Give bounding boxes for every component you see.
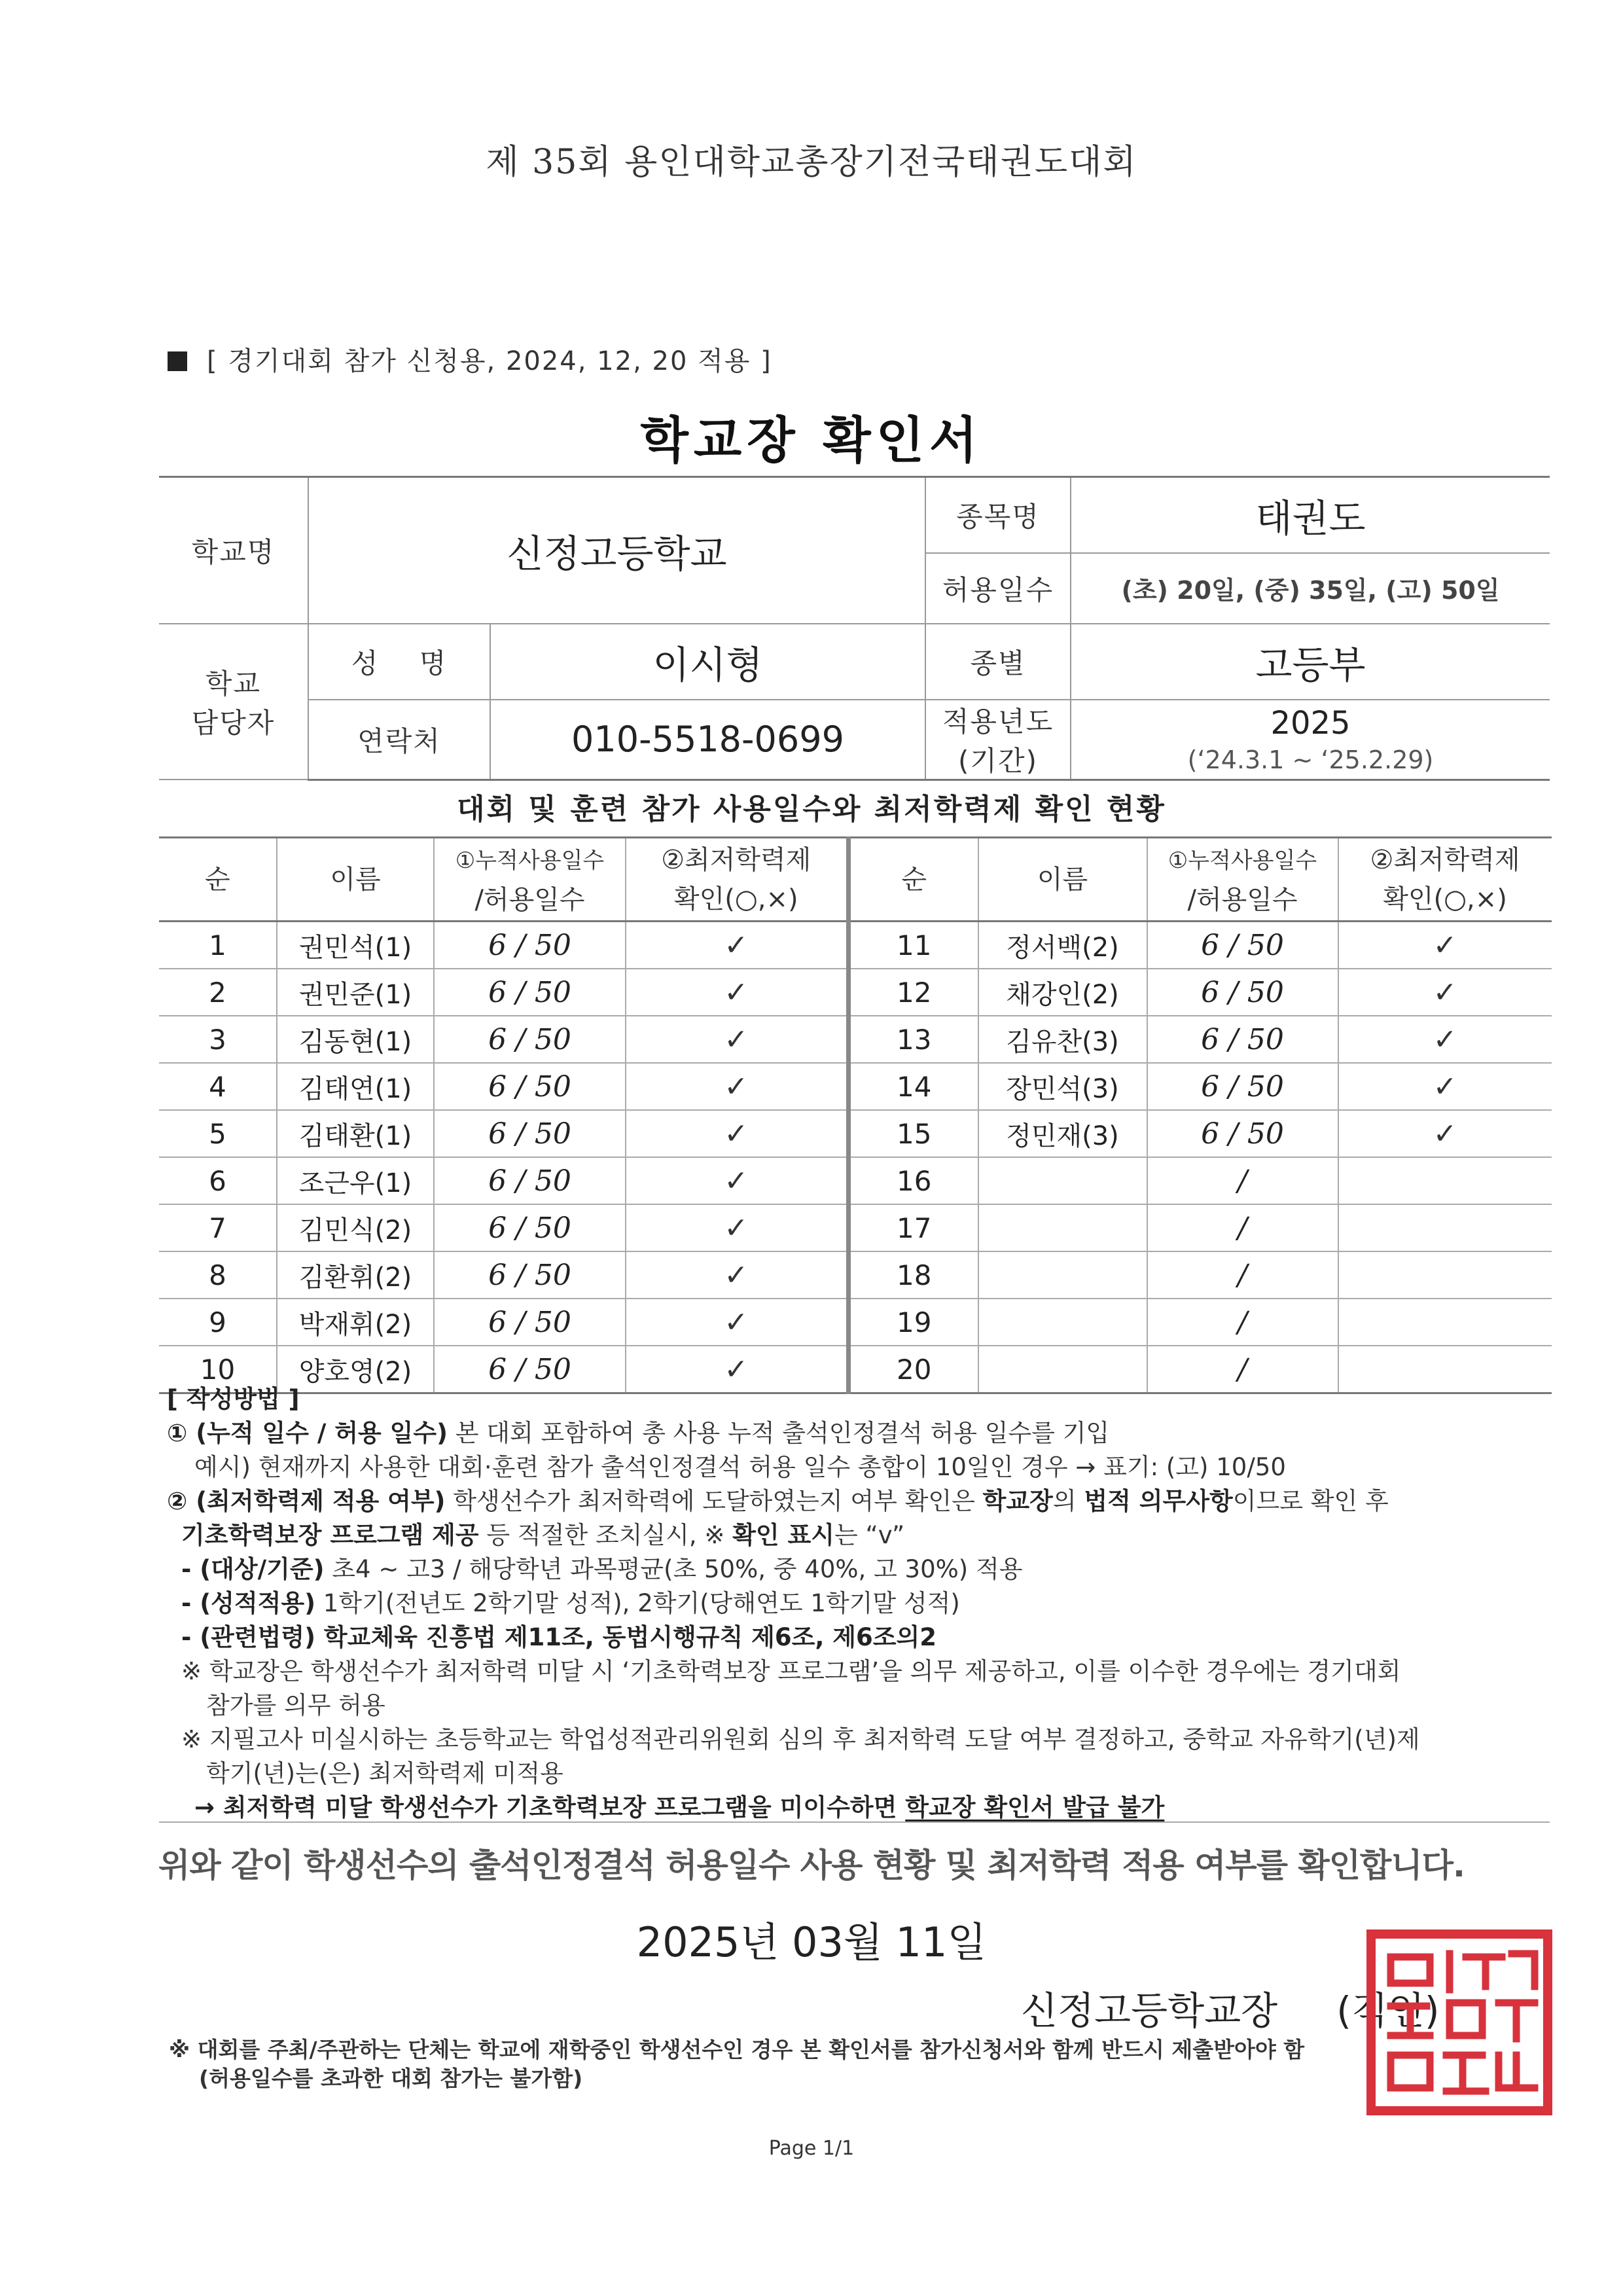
academic-check: ✓ — [1338, 969, 1552, 1016]
usage-days: 6 / 50 — [1147, 1016, 1338, 1063]
academic-check: ✓ — [626, 1063, 847, 1110]
method-item1 — [167, 1416, 1554, 1450]
usage-days: 6 / 50 — [434, 1204, 626, 1251]
student-table-left — [159, 836, 849, 1394]
method-item2-line2-text2: 는 “v” — [834, 1521, 905, 1549]
method-item1-bold: ① (누적 일수 / 허용 일수) — [167, 1419, 448, 1447]
row-number: 18 — [849, 1251, 978, 1299]
academic-check — [1338, 1299, 1552, 1346]
page-number: Page 1/1 — [768, 2137, 855, 2160]
academic-check: ✓ — [1338, 1110, 1552, 1157]
usage-days: 6 / 50 — [434, 1063, 626, 1110]
year-value: 2025 — [1270, 704, 1351, 742]
confirmation-statement: 위와 같이 학생선수의 출석인정결석 허용일수 사용 현황 및 최저학력 적용 여부를 확인합니다. — [158, 1846, 1465, 1884]
method-law-bold: - (관련법령) — [181, 1623, 316, 1651]
method-arrow — [167, 1791, 1554, 1825]
academic-check — [1338, 1157, 1552, 1204]
contact-label: 연락처 — [308, 700, 490, 780]
application-note-text: [ 경기대회 참가 신청용, 2024, 12, 20 적용 ] — [207, 346, 772, 376]
usage-days: / — [1147, 1251, 1338, 1299]
student-row — [159, 1251, 847, 1299]
usage-days: / — [1147, 1204, 1338, 1251]
student-row — [159, 1157, 847, 1204]
school-label: 학교명 — [159, 477, 308, 624]
row-number: 7 — [159, 1204, 277, 1251]
usage-days: 6 / 50 — [1147, 1110, 1338, 1157]
allowed-days-label: 허용일수 — [925, 553, 1071, 624]
manager-label — [159, 624, 308, 780]
method-grade-bold: - (성적적용) — [181, 1589, 316, 1617]
method-item1-example: 예시) 현재까지 사용한 대회·훈련 참가 출석인정결석 허용 일수 총합이 10일인 경우 → 표기: (고) 10/50 — [194, 1453, 1286, 1481]
school-name: 신정고등학교 — [308, 477, 925, 624]
academic-check — [1338, 1204, 1552, 1251]
method-target-bold: - (대상/기준) — [181, 1555, 325, 1583]
method-target-text: 초4 ~ 고3 / 해당학년 과목평균(초 50%, 중 40%, 고 30%) 적용 — [324, 1555, 1023, 1583]
student-row — [849, 922, 1552, 969]
header-check — [1338, 838, 1552, 922]
footnote — [169, 2036, 1543, 2093]
student-name: 조근우(1) — [277, 1157, 434, 1204]
method-item2-bold-d: 법적 의무사항 — [1084, 1487, 1233, 1515]
academic-check: ✓ — [626, 1110, 847, 1157]
header-check-line1: ②최저학력제 — [661, 844, 812, 875]
student-name: 김태환(1) — [277, 1110, 434, 1157]
method-item2-text-a: 학생선수가 최저학력에 도달하였는지 여부 확인은 — [445, 1487, 983, 1515]
official-seal — [1364, 1928, 1554, 2117]
student-name — [978, 1204, 1147, 1251]
method-item2-bold: ② (최저학력제 적용 여부) — [167, 1487, 446, 1515]
year-label-line1: 적용년도 — [942, 705, 1054, 738]
header-name: 이름 — [277, 838, 434, 922]
academic-check: ✓ — [1338, 1063, 1552, 1110]
usage-days: 6 / 50 — [1147, 922, 1338, 969]
method-grade-text: 1학기(전년도 2학기말 성적), 2학기(당해연도 1학기말 성적) — [315, 1589, 960, 1617]
manager-name: 이시형 — [490, 624, 925, 700]
header-usage-line1: ①누적사용일수 — [455, 847, 605, 874]
student-row — [849, 1110, 1552, 1157]
school-info-table — [159, 476, 1550, 781]
manager-label-line1: 학교 — [205, 667, 262, 700]
student-row — [159, 922, 847, 969]
row-number: 8 — [159, 1251, 277, 1299]
student-row — [159, 1299, 847, 1346]
header-check-line2: 확인(○,×) — [673, 884, 798, 914]
usage-days: 6 / 50 — [434, 969, 626, 1016]
row-number: 2 — [159, 969, 277, 1016]
student-name: 채강인(2) — [978, 969, 1147, 1016]
row-number: 19 — [849, 1299, 978, 1346]
row-number: 4 — [159, 1063, 277, 1110]
student-row — [849, 969, 1552, 1016]
year-label — [925, 700, 1071, 780]
usage-days: 6 / 50 — [434, 922, 626, 969]
row-number: 5 — [159, 1110, 277, 1157]
method-item2-text-e: 이므로 확인 후 — [1232, 1487, 1389, 1515]
divider — [159, 1821, 1550, 1823]
usage-days: 6 / 50 — [1147, 969, 1338, 1016]
row-number: 20 — [849, 1346, 978, 1393]
year-period: (‘24.3.1 ~ ‘25.2.29) — [1187, 745, 1434, 774]
academic-check: ✓ — [626, 1157, 847, 1204]
student-row — [159, 1204, 847, 1251]
student-name: 김민식(2) — [277, 1204, 434, 1251]
row-number: 1 — [159, 922, 277, 969]
student-row — [849, 1016, 1552, 1063]
student-row — [159, 969, 847, 1016]
student-row — [159, 1063, 847, 1110]
row-number: 14 — [849, 1063, 978, 1110]
student-name: 권민석(1) — [277, 922, 434, 969]
header-no: 순 — [159, 838, 277, 922]
student-name — [978, 1157, 1147, 1204]
row-number: 9 — [159, 1299, 277, 1346]
method-arrow-text: → 최저학력 미달 학생선수가 기초학력보장 프로그램을 미이수하면 — [194, 1793, 906, 1821]
row-number: 15 — [849, 1110, 978, 1157]
method-item2-text-c: 의 — [1052, 1487, 1084, 1515]
header-usage-line2: /허용일수 — [474, 884, 585, 915]
student-name: 정서백(2) — [978, 922, 1147, 969]
footnote-line2: (허용일수를 초과한 대회 참가는 불가함) — [199, 2066, 583, 2091]
rows-right — [849, 922, 1552, 1393]
student-row — [849, 1251, 1552, 1299]
method-item2-line2-bold: 기초학력보장 프로그램 제공 — [181, 1521, 479, 1549]
method-item2-line2-bold2: 확인 표시 — [732, 1521, 835, 1549]
student-row — [849, 1204, 1552, 1251]
method-item2 — [167, 1484, 1554, 1518]
academic-check: ✓ — [626, 1251, 847, 1299]
usage-days: / — [1147, 1157, 1338, 1204]
academic-check: ✓ — [626, 1204, 847, 1251]
header-usage-line1: ①누적사용일수 — [1168, 847, 1317, 874]
student-name: 김태연(1) — [277, 1063, 434, 1110]
method-law — [167, 1621, 1554, 1655]
method-item1-text: 본 대회 포함하여 총 사용 누적 출석인정결석 허용 일수를 기입 — [448, 1419, 1110, 1447]
method-law-text: 학교체육 진흥법 제11조, 동법시행규칙 제6조, 제6조의2 — [315, 1623, 936, 1651]
allowed-days-value: (초) 20일, (중) 35일, (고) 50일 — [1071, 553, 1550, 624]
usage-days: 6 / 50 — [1147, 1063, 1338, 1110]
usage-days: / — [1147, 1299, 1338, 1346]
student-name: 양호영(2) — [277, 1346, 434, 1393]
student-row — [849, 1299, 1552, 1346]
academic-check: ✓ — [1338, 1016, 1552, 1063]
seal-mark: (직인) — [1336, 1988, 1440, 2033]
document-title: 학교장 확인서 — [640, 411, 983, 469]
year-cell — [1071, 700, 1550, 780]
row-number: 16 — [849, 1157, 978, 1204]
method-item2-line2-text: 등 적절한 조치실시, ※ — [478, 1521, 733, 1549]
name-label: 성 명 — [308, 624, 490, 700]
header-usage — [1147, 838, 1338, 922]
usage-days: 6 / 50 — [434, 1110, 626, 1157]
method-note2-line1: ※ 지필고사 미실시하는 초등학교는 학업성적관리위원회 심의 후 최저학력 도달 여부 결정하고, 중학교 자유학기(년)제 — [181, 1725, 1420, 1753]
seal-glyphs — [1391, 1954, 1535, 2091]
usage-days: 6 / 50 — [434, 1251, 626, 1299]
division-value: 고등부 — [1071, 624, 1550, 700]
student-row — [159, 1110, 847, 1157]
header-name: 이름 — [978, 838, 1147, 922]
row-number: 3 — [159, 1016, 277, 1063]
student-name: 정민재(3) — [978, 1110, 1147, 1157]
contact-value: 010-5518-0699 — [490, 700, 925, 780]
principal-name: 신정고등학교장 — [1021, 1988, 1278, 2033]
method-item2-bold-b: 학교장 — [982, 1487, 1053, 1515]
student-row — [159, 1016, 847, 1063]
row-number: 12 — [849, 969, 978, 1016]
square-bullet-icon — [168, 351, 187, 371]
header-usage-line2: /허용일수 — [1187, 884, 1298, 915]
academic-check: ✓ — [626, 1346, 847, 1393]
student-name: 김유찬(3) — [978, 1016, 1147, 1063]
student-name — [978, 1251, 1147, 1299]
row-number: 13 — [849, 1016, 978, 1063]
header-check — [626, 838, 847, 922]
academic-check: ✓ — [626, 922, 847, 969]
event-title: 제 35회 용인대학교총장기전국태권도대회 — [486, 143, 1137, 182]
writing-method — [167, 1382, 1554, 1825]
rows-left — [159, 922, 847, 1393]
header-usage — [434, 838, 626, 922]
academic-check: ✓ — [626, 1016, 847, 1063]
row-number: 6 — [159, 1157, 277, 1204]
year-label-line2: (기간) — [958, 744, 1038, 777]
student-name: 장민석(3) — [978, 1063, 1147, 1110]
student-name — [978, 1299, 1147, 1346]
section-title: 대회 및 훈련 참가 사용일수와 최저학력제 확인 현황 — [457, 793, 1166, 826]
header-no: 순 — [849, 838, 978, 922]
footnote-line1: ※ 대회를 주최/주관하는 단체는 학교에 재학중인 학생선수인 경우 본 확인서를 참가신청서와 함께 반드시 제출받아야 함 — [169, 2037, 1305, 2062]
method-note2-line2: 학기(년)는(은) 최저학력제 미적용 — [206, 1759, 563, 1787]
academic-check — [1338, 1251, 1552, 1299]
method-title: [ 작성방법 ] — [167, 1385, 300, 1413]
header-check-line2: 확인(○,×) — [1383, 884, 1507, 914]
method-item2-line2 — [167, 1518, 1554, 1552]
usage-days: 6 / 50 — [434, 1157, 626, 1204]
student-row — [849, 1157, 1552, 1204]
student-table-right — [847, 836, 1552, 1394]
student-name: 권민준(1) — [277, 969, 434, 1016]
method-note1-line1: ※ 학교장은 학생선수가 최저학력 미달 시 ‘기초학력보장 프로그램’을 의무 제공하고, 이를 이수한 경우에는 경기대회 — [181, 1657, 1401, 1685]
row-number: 11 — [849, 922, 978, 969]
usage-days: 6 / 50 — [434, 1016, 626, 1063]
usage-days: 6 / 50 — [434, 1346, 626, 1393]
sport-label: 종목명 — [925, 477, 1071, 553]
method-arrow-underlined: 학교장 확인서 발급 불가 — [905, 1793, 1165, 1821]
method-note1-line2: 참가를 의무 허용 — [206, 1691, 385, 1719]
issue-date: 2025년 03월 11일 — [636, 1918, 987, 1966]
usage-days: / — [1147, 1346, 1338, 1393]
academic-check: ✓ — [626, 969, 847, 1016]
division-label: 종별 — [925, 624, 1071, 700]
sport-value: 태권도 — [1071, 477, 1550, 553]
usage-days: 6 / 50 — [434, 1299, 626, 1346]
method-grade — [167, 1587, 1554, 1621]
method-target — [167, 1552, 1554, 1587]
student-name: 박재휘(2) — [277, 1299, 434, 1346]
student-name: 김환휘(2) — [277, 1251, 434, 1299]
header-check-line1: ②최저학력제 — [1370, 844, 1520, 875]
application-note — [168, 340, 772, 378]
student-row — [849, 1063, 1552, 1110]
student-name: 김동현(1) — [277, 1016, 434, 1063]
academic-check: ✓ — [1338, 922, 1552, 969]
academic-check: ✓ — [626, 1299, 847, 1346]
row-number: 17 — [849, 1204, 978, 1251]
row-number: 10 — [159, 1346, 277, 1393]
manager-label-line2: 담당자 — [191, 706, 276, 739]
